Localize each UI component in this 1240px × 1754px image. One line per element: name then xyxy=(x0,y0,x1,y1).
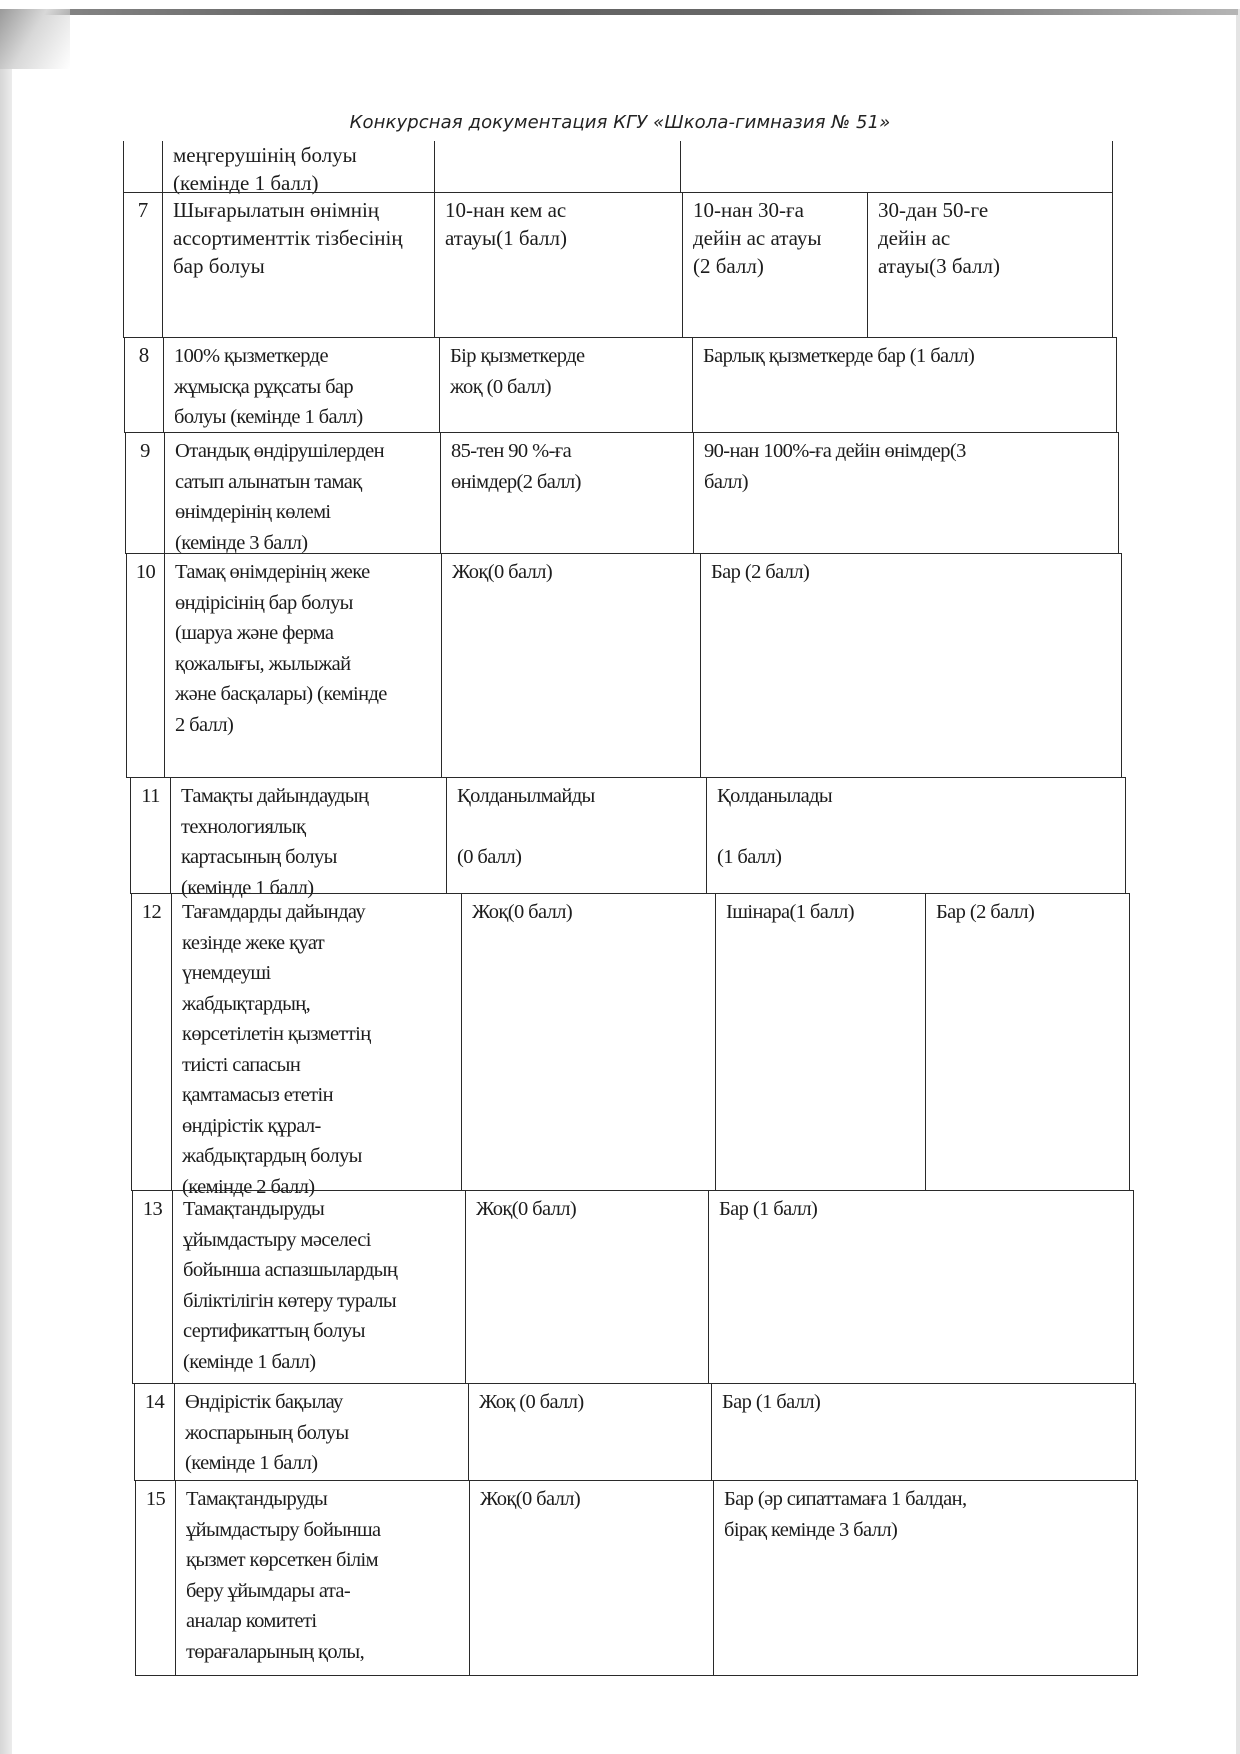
criterion-cell: Тағамдарды дайындау кезінде жеке қуат үнемдеуші жабдықтардың, көрсетілетін қызметтің тиісті сапасын қамтамасыз ететін өндірістік құрал- жабдықтардың болуы (кемінде 2 балл) xyxy=(171,893,461,1191)
row-number: 12 xyxy=(131,893,171,1191)
table-row xyxy=(124,337,1117,433)
criterion-cell: Шығарылатын өнімнің ассортименттік тізбесінің бар болуы xyxy=(162,192,434,338)
option-cell: Жоқ(0 балл) xyxy=(461,893,715,1191)
criterion-cell: меңгерушінің болуы (кемінде 1 балл) xyxy=(162,141,434,193)
option-cell xyxy=(680,141,1113,193)
option-cell xyxy=(434,141,680,193)
table-row xyxy=(131,893,1130,1198)
criterion-cell: Тамақтандыруды ұйымдастыру мәселесі бойынша аспазшылардың біліктілігін көтеру туралы сертификаттың болуы (кемінде 1 балл) xyxy=(172,1190,465,1384)
criterion-cell: Өндірістік бақылау жоспарының болуы (кемінде 1 балл) xyxy=(174,1383,468,1481)
criterion-cell: Отандық өндірушілерден сатып алынатын тамақ өнімдерінің көлемі (кемінде 3 балл) xyxy=(164,432,440,554)
criterion-cell: Тамақты дайындаудың технологиялық картасының болуы (кемінде 1 балл) xyxy=(170,777,446,894)
row-number: 8 xyxy=(124,337,163,433)
row-number: 7 xyxy=(123,192,162,338)
row-number: 9 xyxy=(125,432,164,554)
option-cell: Бар (әр сипаттамаға 1 балдан, бірақ кемінде 3 балл) xyxy=(713,1480,1138,1676)
option-cell: Жоқ(0 балл) xyxy=(465,1190,708,1384)
table-row xyxy=(135,1480,1138,1676)
table-row xyxy=(126,553,1122,778)
option-cell: Ішінара(1 балл) xyxy=(715,893,925,1191)
option-cell: Жоқ(0 балл) xyxy=(469,1480,713,1676)
scan-edge-top xyxy=(10,9,1238,15)
row-number: 14 xyxy=(134,1383,174,1481)
row-number: 13 xyxy=(132,1190,172,1384)
option-cell: Қолданылмайды (0 балл) xyxy=(446,777,706,894)
option-cell: 10-нан кем ас атауы(1 балл) xyxy=(434,192,682,338)
option-cell: Бар (1 балл) xyxy=(711,1383,1136,1481)
row-number: 11 xyxy=(130,777,170,894)
option-cell: 90-нан 100%-ға дейін өнімдер(3 балл) xyxy=(693,432,1119,554)
document-header-title: Конкурсная документация КГУ «Школа-гимназия № 51» xyxy=(349,112,891,133)
criterion-cell: Тамақтандыруды ұйымдастыру бойынша қызмет көрсеткен білім беру ұйымдары ата- аналар комитеті төрағаларының қолы, xyxy=(175,1480,469,1676)
table-row xyxy=(134,1383,1136,1481)
option-cell: 30-дан 50-ге дейін ас атауы(3 балл) xyxy=(867,192,1113,338)
option-cell: Бар (2 балл) xyxy=(700,553,1122,778)
option-cell: Қолданылады (1 балл) xyxy=(706,777,1126,894)
table-row xyxy=(132,1190,1134,1384)
scan-edge-right xyxy=(1236,9,1240,1754)
criterion-cell: Тамақ өнімдерінің жеке өндірісінің бар болуы (шаруа және ферма қожалығы, жылыжай және басқалары) (кемінде 2 балл) xyxy=(164,553,441,778)
row-number: 10 xyxy=(126,553,164,778)
option-cell: Бар (1 балл) xyxy=(708,1190,1134,1384)
scan-folded-corner xyxy=(0,9,70,69)
criterion-cell: 100% қызметкерде жұмысқа рұқсаты бар болуы (кемінде 1 балл) xyxy=(163,337,439,433)
option-cell: 85-тен 90 %-ға өнімдер(2 балл) xyxy=(440,432,693,554)
option-cell: Жоқ(0 балл) xyxy=(441,553,700,778)
option-cell: 10-нан 30-ға дейін ас атауы (2 балл) xyxy=(682,192,867,338)
table-row xyxy=(123,192,1113,338)
row-number xyxy=(123,141,162,193)
row-number: 15 xyxy=(135,1480,175,1676)
table-row xyxy=(123,141,1113,193)
table-row xyxy=(141,777,1126,899)
scan-edge-left xyxy=(0,9,12,1754)
table-row xyxy=(125,432,1119,554)
option-cell: Жоқ (0 балл) xyxy=(468,1383,711,1481)
option-cell: Барлық қызметкерде бар (1 балл) xyxy=(692,337,1117,433)
option-cell: Бір қызметкерде жоқ (0 балл) xyxy=(439,337,692,433)
option-cell: Бар (2 балл) xyxy=(925,893,1130,1191)
